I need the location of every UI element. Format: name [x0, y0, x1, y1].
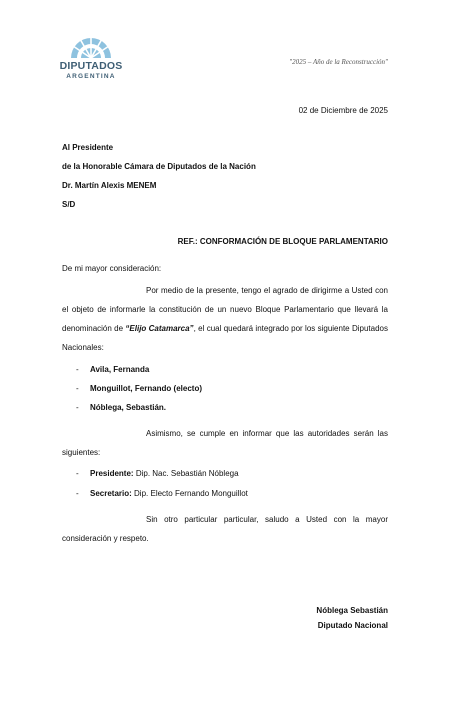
authority-name: Dip. Nac. Sebastián Nóblega — [135, 469, 239, 478]
letter-date: 02 de Diciembre de 2025 — [298, 106, 388, 115]
authority-role: Presidente: — [90, 469, 134, 478]
signer-title: Diputado Nacional — [317, 621, 388, 630]
authority-item: - Presidente: Dip. Nac. Sebastián Nóblega — [76, 469, 239, 478]
greeting: De mi mayor consideración: — [62, 264, 162, 273]
bloc-name: “Elijo Catamarca” — [125, 324, 194, 333]
signer-name: Nóblega Sebastián — [316, 606, 388, 615]
authority-item: - Secretario: Dip. Electo Fernando Monguillot — [76, 489, 248, 498]
authority-role: Secretario: — [90, 489, 132, 498]
paragraph-1-text-a: Por medio de la presente, tengo el agrado de dirigirme a Usted con el objeto de informarle la constitución de un nuevo Bloque Parlamentario que llevará la denominación de — [62, 286, 388, 333]
member-name: Nóblega, Sebastián. — [90, 403, 167, 412]
member-name: Monguillot, Fernando (electo) — [90, 384, 202, 393]
paragraph-1-text-b: , el cual quedará integrado por los siguiente Diputados Nacionales: — [62, 324, 389, 352]
member-name: Avila, Fernanda — [90, 365, 150, 374]
body-paragraph-1 — [62, 281, 388, 357]
member-item: - Monguillot, Fernando (electo) — [76, 384, 202, 393]
member-item: - Nóblega, Sebastián. — [76, 403, 167, 412]
recipient-line-4: S/D — [62, 200, 76, 209]
chamber-logo — [58, 34, 124, 80]
logo-name: DIPUTADOS — [59, 60, 123, 72]
body-paragraph-2: Asimismo, se cumple en informar que las autoridades serán las siguientes: — [62, 429, 388, 457]
year-motto: "2025 – Año de la Reconstrucción" — [289, 58, 388, 66]
closing-paragraph: Sin otro particular particular, saludo a Usted con la mayor consideración y respeto. — [62, 515, 388, 543]
member-item: - Avila, Fernanda — [76, 365, 150, 374]
logo-country: ARGENTINA — [66, 73, 116, 80]
recipient-line-3: Dr. Martín Alexis MENEM — [62, 181, 157, 190]
authority-name: Dip. Electo Fernando Monguillot — [134, 489, 248, 498]
reference-line: REF.: CONFORMACIÓN DE BLOQUE PARLAMENTARIO — [177, 237, 388, 246]
sunburst-emblem-icon — [65, 34, 117, 58]
recipient-line-1: Al Presidente — [62, 143, 114, 152]
recipient-line-2: de la Honorable Cámara de Diputados de la Nación — [62, 162, 256, 171]
